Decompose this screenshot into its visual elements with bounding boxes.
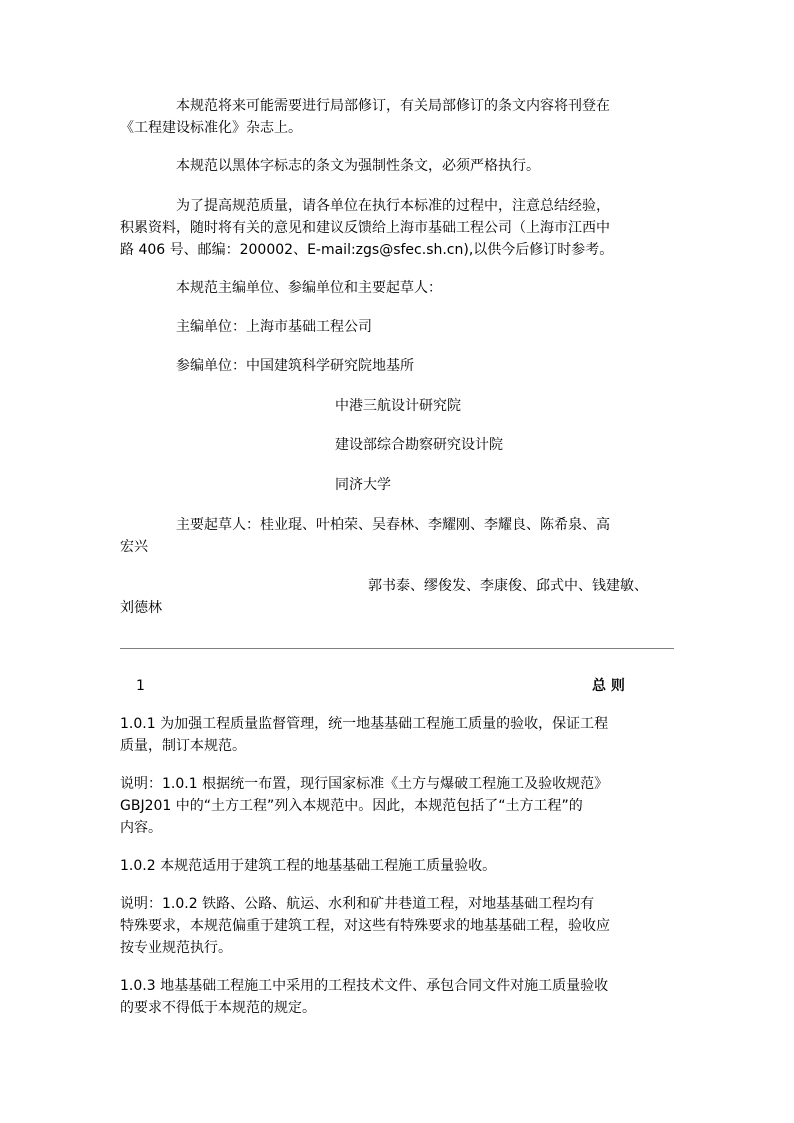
note-1-0-2-line3: 按专业规范执行。	[120, 940, 232, 956]
note-1-0-2-line2: 特殊要求，本规范偏重于建筑工程，对这些有特殊要求的地基基础工程，验收应	[120, 918, 610, 934]
drafters-line3: 郭书泰、缪俊发、李康俊、邱式中、钱建敏、	[368, 578, 648, 594]
para-revision-line2: 《工程建设标准化》杂志上。	[120, 120, 302, 136]
clause-1-0-3-line1: 1.0.3 地基基础工程施工中采用的工程技术文件、承包合同文件对施工质量验收	[120, 978, 609, 994]
participating-unit-3: 建设部综合勘察研究设计院	[335, 437, 503, 453]
para-mandatory: 本规范以黑体字标志的条文为强制性条文，必须严格执行。	[176, 158, 540, 174]
drafters-line4: 刘德林	[120, 600, 162, 616]
note-1-0-1-line1: 说明：1.0.1 根据统一布置，现行国家标准《土方与爆破工程施工及验收规范》	[120, 776, 609, 792]
note-1-0-1-line3: 内容。	[120, 820, 162, 836]
chapter-title: 总 则	[592, 678, 625, 694]
para-revision-line1: 本规范将来可能需要进行局部修订，有关局部修订的条文内容将刊登在	[176, 98, 610, 114]
section-divider	[120, 648, 674, 649]
note-1-0-1-line2: GBJ201 中的“土方工程”列入本规范中。因此，本规范包括了“土方工程”的	[120, 798, 583, 814]
note-1-0-2-line1: 说明：1.0.2 铁路、公路、航运、水利和矿井巷道工程，对地基基础工程均有	[120, 896, 595, 912]
participating-units-label: 参编单位：中国建筑科学研究院地基所	[176, 358, 414, 374]
para-feedback-line3: 路 406 号、邮编：200002、E-mail:zgs@sfec.sh.cn),以供今后修订时参考。	[120, 242, 614, 258]
participating-unit-4: 同济大学	[335, 477, 391, 493]
units-heading: 本规范主编单位、参编单位和主要起草人：	[176, 280, 442, 296]
clause-1-0-2: 1.0.2 本规范适用于建筑工程的地基基础工程施工质量验收。	[120, 858, 497, 874]
clause-1-0-1-line1: 1.0.1 为加强工程质量监督管理，统一地基基础工程施工质量的验收，保证工程	[120, 716, 609, 732]
drafters-line2: 宏兴	[120, 539, 148, 555]
participating-unit-2: 中港三航设计研究院	[335, 398, 461, 414]
drafters-line1: 主要起草人：桂业琨、叶柏荣、吴春林、李耀刚、李耀良、陈希泉、高	[176, 517, 610, 533]
para-feedback-line1: 为了提高规范质量，请各单位在执行本标准的过程中，注意总结经验，	[176, 198, 610, 214]
clause-1-0-1-line2: 质量，制订本规范。	[120, 738, 246, 754]
para-feedback-line2: 积累资料，随时将有关的意见和建议反馈给上海市基础工程公司（上海市江西中	[120, 220, 610, 236]
clause-1-0-3-line2: 的要求不得低于本规范的规定。	[120, 1000, 316, 1016]
chapter-number: 1	[136, 678, 145, 694]
chief-unit: 主编单位：上海市基础工程公司	[176, 319, 372, 335]
